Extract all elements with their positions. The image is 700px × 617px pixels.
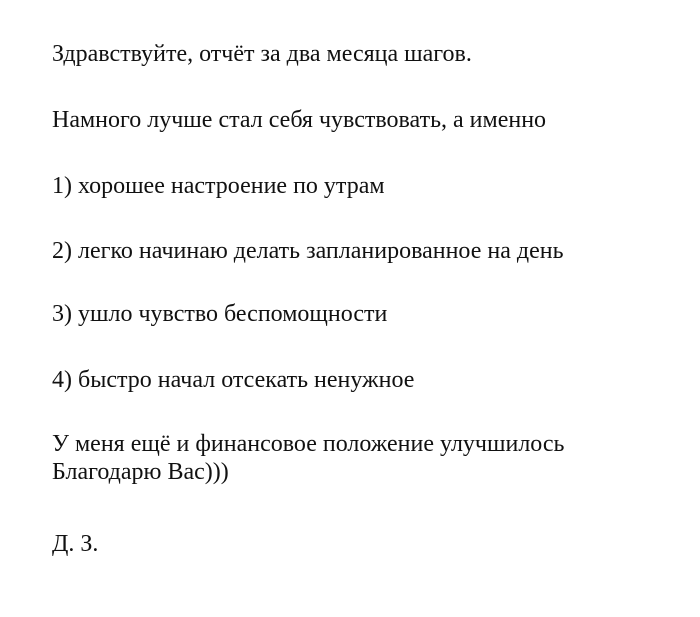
closing-paragraph: [52, 430, 565, 486]
list-item: 4) быстро начал отсекать ненужное: [52, 367, 415, 393]
closing-line-2: Благодарю Вас))): [52, 459, 229, 485]
list-item: 2) легко начинаю делать запланированное на день: [52, 238, 564, 264]
intro-line: Намного лучше стал себя чувствовать, а именно: [52, 107, 547, 133]
list-item: 1) хорошее настроение по утрам: [52, 173, 385, 199]
closing-line-1: У меня ещё и финансовое положение улучшилось: [52, 431, 565, 457]
signature: Д. З.: [52, 531, 99, 557]
list-item: 3) ушло чувство беспомощности: [52, 301, 388, 327]
greeting-line: Здравствуйте, отчёт за два месяца шагов.: [52, 41, 472, 67]
